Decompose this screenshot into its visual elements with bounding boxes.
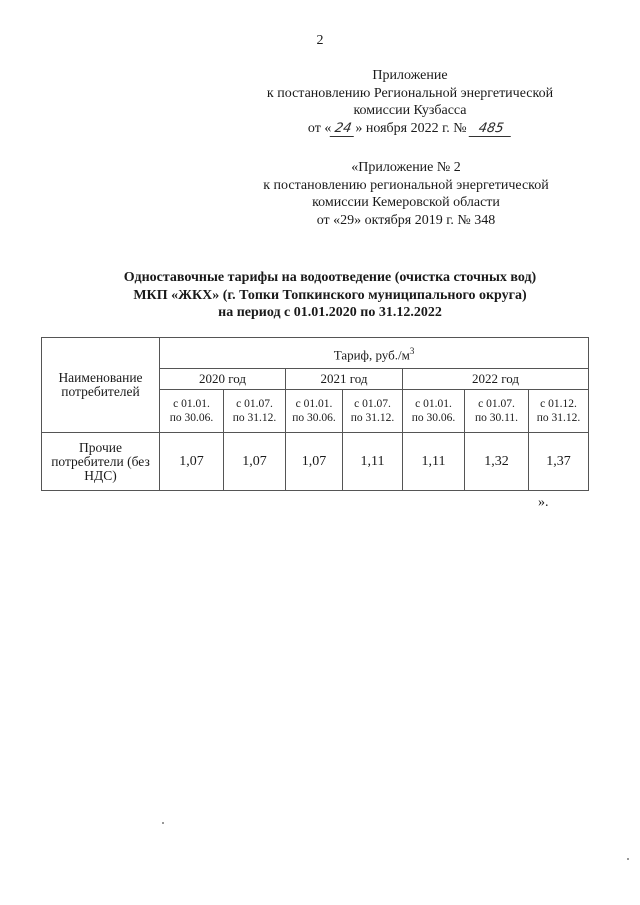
period-from: с 01.07.: [236, 398, 273, 410]
prev-appendix-line-3: комиссии Кемеровской области: [312, 195, 500, 210]
period-cell: [160, 390, 224, 433]
period-from: с 01.07.: [354, 398, 391, 410]
date-mid: » ноября 2022 г. №: [355, 120, 467, 136]
period-from: с 01.07.: [478, 398, 515, 410]
period-to: по 31.12.: [350, 412, 395, 424]
period-cell: [403, 390, 465, 433]
period-from: с 01.01.: [295, 398, 333, 410]
tariff-header-text: Тариф, руб./м: [333, 347, 410, 363]
appendix-line-3: комиссии Кузбасса: [353, 103, 467, 118]
period-from: с 01.01.: [173, 398, 210, 410]
appendix-header: [250, 67, 570, 137]
title-line-3: на период с 01.01.2020 по 31.12.2022: [218, 305, 442, 320]
year-2022: 2022 год: [403, 369, 589, 390]
period-cell: [286, 390, 343, 433]
title-line-2: МКП «ЖКХ» (г. Топки Топкинского муниципального округа): [133, 287, 527, 303]
period-cell: [343, 390, 403, 433]
tariff-value: 1,11: [343, 433, 403, 491]
tariff-value: 1,11: [403, 433, 465, 491]
period-cell: [465, 390, 529, 433]
title-line-1: Одноставочные тарифы на водоотведение (очистка сточных вод): [123, 270, 537, 285]
closing-quote: ».: [538, 495, 549, 510]
tariff-value: 1,07: [224, 433, 286, 491]
page-number: 2: [316, 33, 324, 48]
period-to: по 31.12.: [536, 412, 581, 424]
handwritten-number: 485: [469, 122, 514, 137]
appendix-line-1: Приложение: [372, 68, 448, 83]
period-to: по 30.11.: [474, 412, 519, 424]
tariff-value: 1,32: [465, 433, 529, 491]
scan-speck: [627, 858, 629, 860]
table-row: [42, 433, 589, 491]
appendix-line-2: к постановлению Региональной энергетической: [266, 85, 554, 101]
tariff-header: [160, 338, 589, 369]
previous-appendix-header: [246, 159, 566, 229]
period-to: по 30.06.: [169, 412, 214, 424]
appendix-date-line: [250, 120, 570, 138]
consumer-name: Прочие потребители (без НДС): [42, 433, 160, 491]
period-to: по 30.06.: [292, 412, 336, 424]
consumer-header: Наименование потребителей: [42, 338, 160, 433]
date-prefix: от «: [307, 120, 332, 136]
period-to: по 31.12.: [232, 412, 277, 424]
tariff-unit-sup: 3: [409, 345, 415, 356]
tariff-table: [41, 337, 589, 491]
year-2021: 2021 год: [286, 369, 403, 390]
prev-appendix-line-1: «Приложение № 2: [351, 160, 461, 175]
document-title: [60, 269, 600, 322]
year-2020: 2020 год: [160, 369, 286, 390]
prev-appendix-line-4: от «29» октября 2019 г. № 348: [316, 212, 496, 228]
period-cell: [224, 390, 286, 433]
tariff-value: 1,07: [286, 433, 343, 491]
scan-speck: [162, 822, 164, 824]
prev-appendix-line-2: к постановлению региональной энергетической: [263, 177, 549, 193]
period-from: с 01.12.: [540, 398, 577, 410]
period-cell: [529, 390, 589, 433]
handwritten-day: 24: [330, 122, 357, 137]
period-from: с 01.01.: [415, 398, 452, 410]
tariff-value: 1,37: [529, 433, 589, 491]
tariff-value: 1,07: [160, 433, 224, 491]
period-to: по 30.06.: [411, 412, 456, 424]
